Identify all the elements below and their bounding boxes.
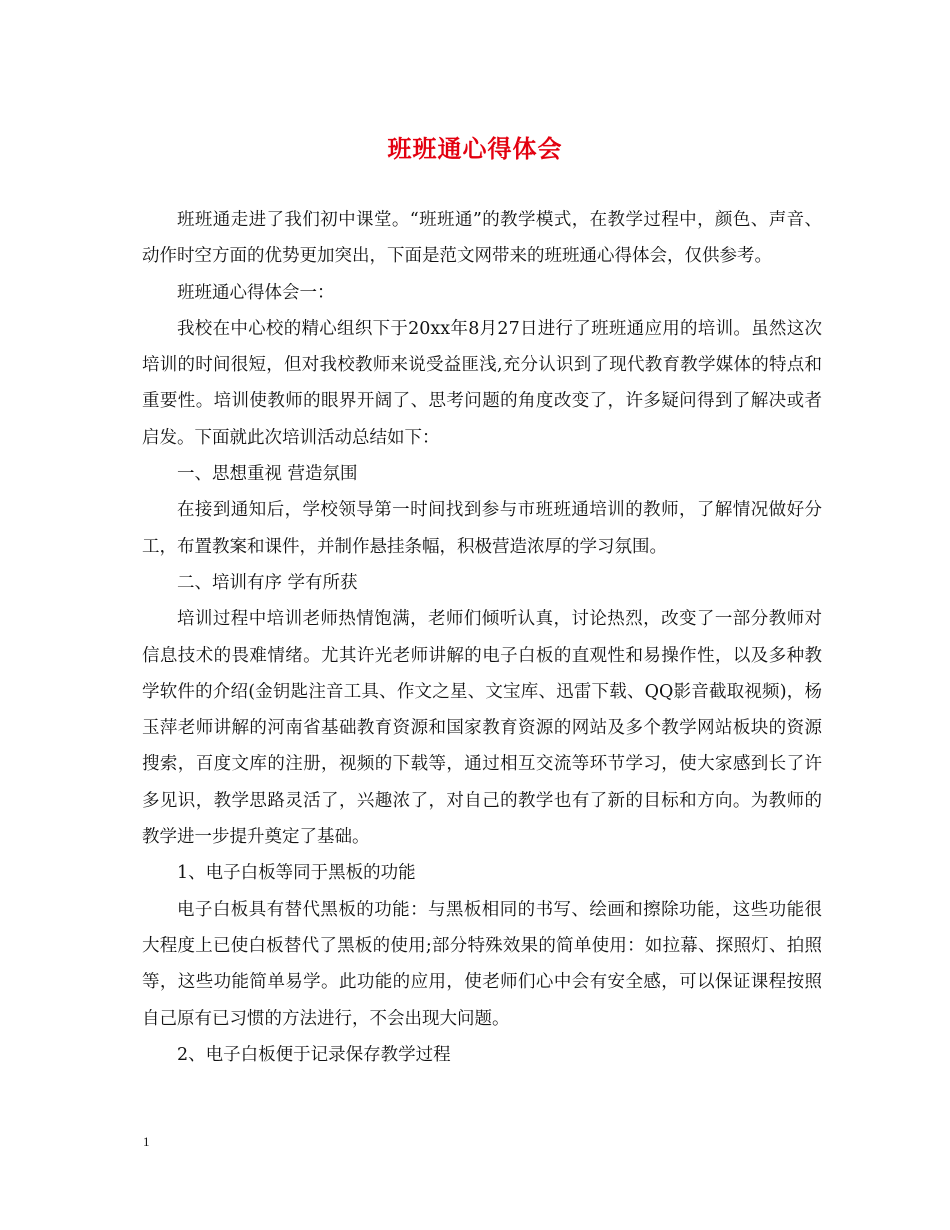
subheading-whiteboard-recording: 2、电子白板便于记录保存教学过程	[177, 1044, 451, 1065]
section-heading-part-one: 班班通心得体会一：	[177, 282, 335, 303]
paragraph-training-overview: 我校在中心校的精心组织下于20xx年8月27日进行了班班通应用的培训。虽然这次培训的时间很短，但对我校教师来说受益匪浅,充分认识到了现代教育教学媒体的特点和重要性。培训使教师的眼界开阔了、思考问题的角度改变了，许多疑问得到了解决或者启发。下面就此次培训活动总结如下：	[142, 318, 822, 448]
subheading-whiteboard-blackboard: 1、电子白板等同于黑板的功能	[177, 863, 416, 884]
document-title: 班班通心得体会	[387, 134, 563, 163]
paragraph-whiteboard-functions: 电子白板具有替代黑板的功能：与黑板相同的书写、绘画和擦除功能，这些功能很大程度上已使白板替代了黑板的使用;部分特殊效果的简单使用：如拉幕、探照灯、拍照等，这些功能简单易学。此功能的应用，使老师们心中会有安全感，可以保证课程按照自己原有已习惯的方法进行，不会出现大问题。	[142, 899, 822, 1029]
subheading-orderly-training: 二、培训有序 学有所获	[177, 572, 358, 593]
page-number: 1	[143, 1134, 150, 1149]
paragraph-training-process: 培训过程中培训老师热情饱满，老师们倾听认真，讨论热烈，改变了一部分教师对信息技术的畏难情绪。尤其许光老师讲解的电子白板的直观性和易操作性，以及多种教学软件的介绍(金钥匙注音工具、作文之星、文宝库、迅雷下载、QQ影音截取视频)，杨玉萍老师讲解的河南省基础教育资源和国家教育资源的网站及多个教学网站板块的资源搜索，百度文库的注册，视频的下载等，通过相互交流等环节学习，使大家感到长了许多见识，教学思路灵活了，兴趣浓了，对自己的教学也有了新的目标和方向。为教师的教学进一步提升奠定了基础。	[142, 609, 822, 848]
paragraph-intro: 班班通走进了我们初中课堂。“班班通”的教学模式，在教学过程中，颜色、声音、动作时空方面的优势更加突出，下面是范文网带来的班班通心得体会，仅供参考。	[142, 210, 822, 267]
subheading-attention: 一、思想重视 营造氛围	[177, 464, 358, 485]
paragraph-preparation: 在接到通知后，学校领导第一时间找到参与市班班通培训的教师，了解情况做好分工，布置教案和课件，并制作悬挂条幅，积极营造浓厚的学习氛围。	[142, 500, 822, 557]
document-body	[142, 202, 822, 1073]
